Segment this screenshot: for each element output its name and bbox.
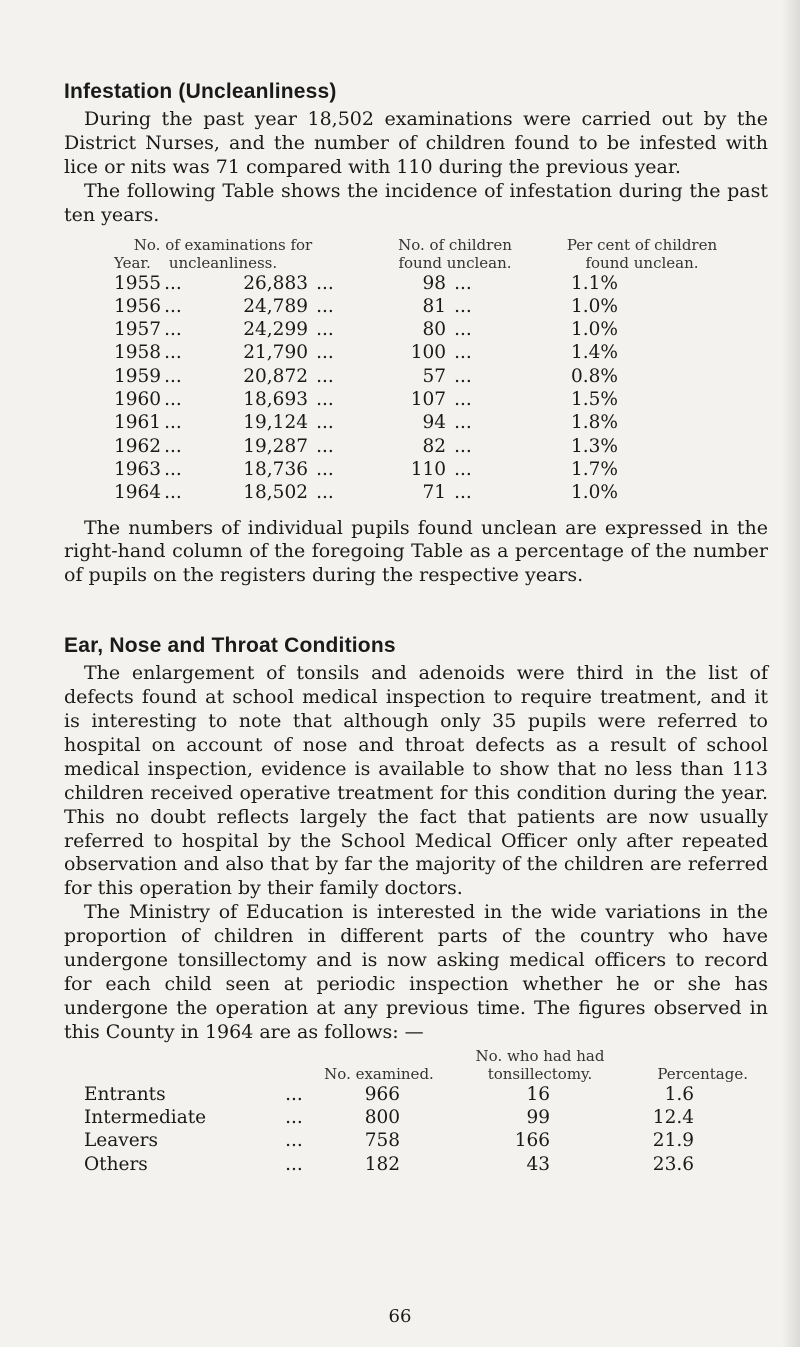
cell-percent: 1.7% <box>571 458 618 480</box>
infestation-paragraph-3: The numbers of individual pupils found unclean are expressed in the right-hand column of the foregoing Table as a percentage of the number of pupils on the registers during the respective years. <box>64 516 768 587</box>
cell-children: 110 <box>410 458 446 480</box>
table-row <box>64 295 768 318</box>
table-row <box>64 411 768 434</box>
cell-dots: ... <box>164 458 182 480</box>
ent-heading: Ear, Nose and Throat Conditions <box>64 634 396 658</box>
header-children-unclean: No. of children found unclean. <box>398 235 512 272</box>
cell-dots: ... <box>454 482 472 504</box>
cell-examinations: 18,736 <box>243 458 308 480</box>
cell-year: 1960 <box>114 389 162 411</box>
cell-examined: 800 <box>364 1107 400 1129</box>
cell-dots: ... <box>454 435 472 457</box>
cell-year: 1956 <box>114 295 162 317</box>
cell-year: 1962 <box>114 435 162 457</box>
cell-dots: ... <box>164 295 182 317</box>
infestation-heading: Infestation (Uncleanliness) <box>64 80 337 103</box>
cell-year: 1961 <box>114 412 162 434</box>
header-year: Year. <box>114 253 151 272</box>
cell-dots: ... <box>316 342 334 364</box>
table-row <box>64 435 768 458</box>
cell-percent: 1.0% <box>571 482 618 504</box>
table-row <box>64 458 768 481</box>
table-row <box>64 1106 768 1129</box>
cell-year: 1963 <box>114 458 162 480</box>
cell-children: 57 <box>422 365 446 387</box>
cell-year: 1964 <box>114 482 162 504</box>
table-row <box>64 388 768 411</box>
cell-examinations: 18,502 <box>243 482 308 504</box>
cell-year: 1959 <box>114 365 162 387</box>
table-row <box>64 1153 768 1176</box>
cell-dots: ... <box>285 1130 303 1152</box>
cell-percentage: 23.6 <box>652 1153 694 1175</box>
cell-dots: ... <box>316 295 334 317</box>
cell-tonsillectomy: 43 <box>526 1153 550 1175</box>
cell-children: 80 <box>422 319 446 341</box>
cell-examinations: 18,693 <box>243 389 308 411</box>
cell-dots: ... <box>316 319 334 341</box>
tonsillectomy-table <box>64 1047 768 1176</box>
cell-percentage: 21.9 <box>652 1130 694 1152</box>
page-edge-shadow <box>782 0 800 1347</box>
ent-paragraph-1: The enlargement of tonsils and adenoids were third in the list of defects found at school medical inspection to require treatment, and it is interesting to note that although only 35 pupils were referred to hospital on account of nose and throat defects as a result of school medical inspection, evidence is available to show that no less than 113 children received operative treatment for this condition during the year. This no doubt reflects largely the fact that patients are now usually referred to hospital by the School Medical Officer only after repeated observation and also that by far the majority of the children are referred for this operation by their family doctors. <box>64 662 768 900</box>
cell-children: 71 <box>422 482 446 504</box>
cell-dots: ... <box>164 412 182 434</box>
cell-dots: ... <box>285 1153 303 1175</box>
infestation-paragraph-1: During the past year 18,502 examinations were carried out by the District Nurses, and the number of children found to be infested with lice or nits was 71 compared with 110 during the previous year. <box>64 108 768 178</box>
cell-dots: ... <box>285 1107 303 1129</box>
cell-percent: 1.0% <box>571 295 618 317</box>
cell-examined: 758 <box>364 1130 400 1152</box>
cell-dots: ... <box>164 342 182 364</box>
cell-examinations: 21,790 <box>243 342 308 364</box>
cell-dots: ... <box>454 319 472 341</box>
cell-tonsillectomy: 99 <box>526 1107 550 1129</box>
cell-dots: ... <box>285 1083 303 1105</box>
cell-examinations: 19,124 <box>243 412 308 434</box>
cell-dots: ... <box>454 365 472 387</box>
cell-children: 81 <box>422 295 446 317</box>
cell-dots: ... <box>316 412 334 434</box>
cell-dots: ... <box>164 319 182 341</box>
infestation-paragraph-2: The following Table shows the incidence of infestation during the past ten years. <box>64 179 768 226</box>
cell-children: 82 <box>422 435 446 457</box>
table-row <box>64 341 768 364</box>
header-percentage: Percentage. <box>657 1064 748 1083</box>
page-number: 66 <box>388 1306 412 1327</box>
cell-tonsillectomy: 16 <box>526 1083 550 1105</box>
cell-dots: ... <box>164 389 182 411</box>
cell-dots: ... <box>454 342 472 364</box>
cell-dots: ... <box>316 435 334 457</box>
cell-examinations: 26,883 <box>243 272 308 294</box>
cell-children: 94 <box>422 412 446 434</box>
infestation-table <box>64 236 768 505</box>
cell-dots: ... <box>316 482 334 504</box>
cell-dots: ... <box>454 412 472 434</box>
cell-children: 100 <box>410 342 446 364</box>
table-row <box>64 272 768 295</box>
cell-dots: ... <box>454 389 472 411</box>
cell-year: 1958 <box>114 342 162 364</box>
cell-dots: ... <box>316 458 334 480</box>
table-row <box>64 481 768 504</box>
table-row <box>64 365 768 388</box>
table-row <box>64 1083 768 1106</box>
cell-examinations: 24,299 <box>243 319 308 341</box>
cell-group: Entrants <box>84 1083 166 1105</box>
header-examinations: No. of examinations for uncleanliness. <box>133 235 313 272</box>
cell-dots: ... <box>316 389 334 411</box>
cell-dots: ... <box>164 365 182 387</box>
cell-percent: 0.8% <box>571 365 618 387</box>
cell-year: 1955 <box>114 272 162 294</box>
cell-dots: ... <box>164 272 182 294</box>
cell-percent: 1.8% <box>571 412 618 434</box>
cell-group: Intermediate <box>84 1107 207 1129</box>
table-row <box>64 1129 768 1152</box>
cell-examinations: 19,287 <box>243 435 308 457</box>
cell-percentage: 12.4 <box>652 1107 694 1129</box>
cell-year: 1957 <box>114 319 162 341</box>
cell-examinations: 24,789 <box>243 295 308 317</box>
cell-dots: ... <box>164 435 182 457</box>
cell-dots: ... <box>164 482 182 504</box>
cell-dots: ... <box>316 272 334 294</box>
cell-children: 107 <box>410 389 446 411</box>
header-percent-unclean: Per cent of children found unclean. <box>566 235 718 272</box>
cell-percent: 1.1% <box>571 272 618 294</box>
cell-percent: 1.4% <box>571 342 618 364</box>
table-row <box>64 318 768 341</box>
cell-dots: ... <box>454 458 472 480</box>
cell-percent: 1.3% <box>571 435 618 457</box>
cell-dots: ... <box>454 295 472 317</box>
cell-percentage: 1.6 <box>664 1083 694 1105</box>
cell-examined: 182 <box>364 1153 400 1175</box>
cell-tonsillectomy: 166 <box>514 1130 550 1152</box>
header-examined: No. examined. <box>324 1064 434 1083</box>
cell-percent: 1.5% <box>571 389 618 411</box>
cell-examinations: 20,872 <box>243 365 308 387</box>
cell-percent: 1.0% <box>571 319 618 341</box>
ent-paragraph-2: The Ministry of Education is interested in the wide variations in the proportion of children in different parts of the country who have undergone tonsillectomy and is now asking medical officers to record for each child seen at periodic inspection whether he or she has undergone the operation at any previous time. The figures observed in this County in 1964 are as follows: — <box>64 901 768 1043</box>
cell-children: 98 <box>422 272 446 294</box>
cell-group: Leavers <box>84 1130 158 1152</box>
cell-examined: 966 <box>364 1083 400 1105</box>
cell-dots: ... <box>316 365 334 387</box>
tonsillectomy-table-header <box>64 1047 768 1083</box>
cell-group: Others <box>84 1153 148 1175</box>
page-content <box>64 80 768 1176</box>
header-tonsillectomy: No. who had had tonsillectomy. <box>475 1046 605 1083</box>
infestation-table-header <box>64 236 768 272</box>
cell-dots: ... <box>454 272 472 294</box>
